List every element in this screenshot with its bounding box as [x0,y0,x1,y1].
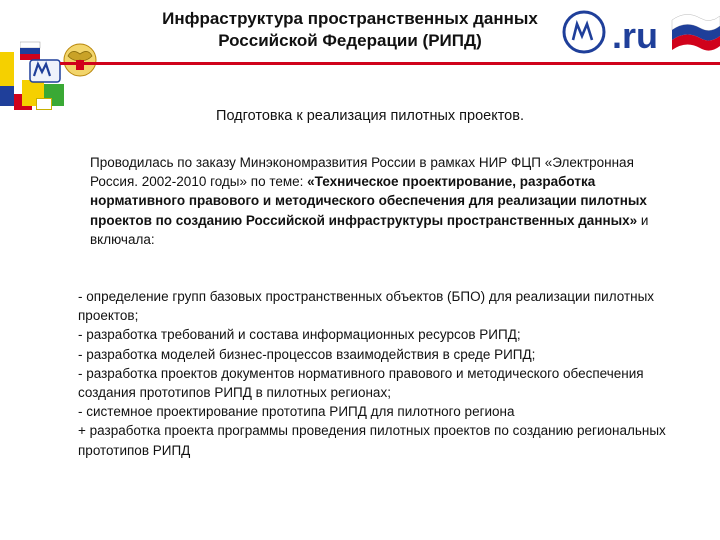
ministry-ru-logo-icon [560,6,720,58]
list-item: - разработка требований и состава информационных ресурсов РИПД; [78,327,521,343]
header-divider [60,62,720,65]
list-item: - определение групп базовых пространственных объектов (БПО) для реализации пилотных проектов; [78,289,655,324]
logo-ru-text: .ru [612,15,659,56]
title-line-1: Инфраструктура пространственных данных [162,9,538,28]
title-line-2: Российской Федерации (РИПД) [218,31,482,50]
intro-paragraph [90,153,670,249]
list-item: - разработка моделей бизнес-процессов взаимодействия в среде РИПД; [78,346,536,362]
list-item: + разработка проекта программы проведения пилотных проектов по созданию региональных прототипов РИПД [78,423,666,458]
intro-ending: и включала: [90,212,649,247]
list-item: - системное проектирование прототипа РИПД для пилотного региона [78,404,515,420]
intro-text: Проводилась по заказу Минэкономразвития России в рамках НИР ФЦП «Электронная Россия. 2002-2010 годы» по теме: [90,155,634,190]
slide-header [0,0,720,70]
list-item: - разработка проектов документов нормативного правового и методического обеспечения создания прототипов РИПД в пилотных регионах; [78,365,644,401]
task-list [78,287,690,460]
slide-subtitle: Подготовка к реализация пилотных проектов. [216,108,524,124]
page-title [100,8,600,52]
intro-topic: «Техническое проектирование, разработка нормативного правового и методического обеспечения для реализации пилотных проектов по созданию Российской инфраструктуры пространственных данных» [90,174,647,228]
